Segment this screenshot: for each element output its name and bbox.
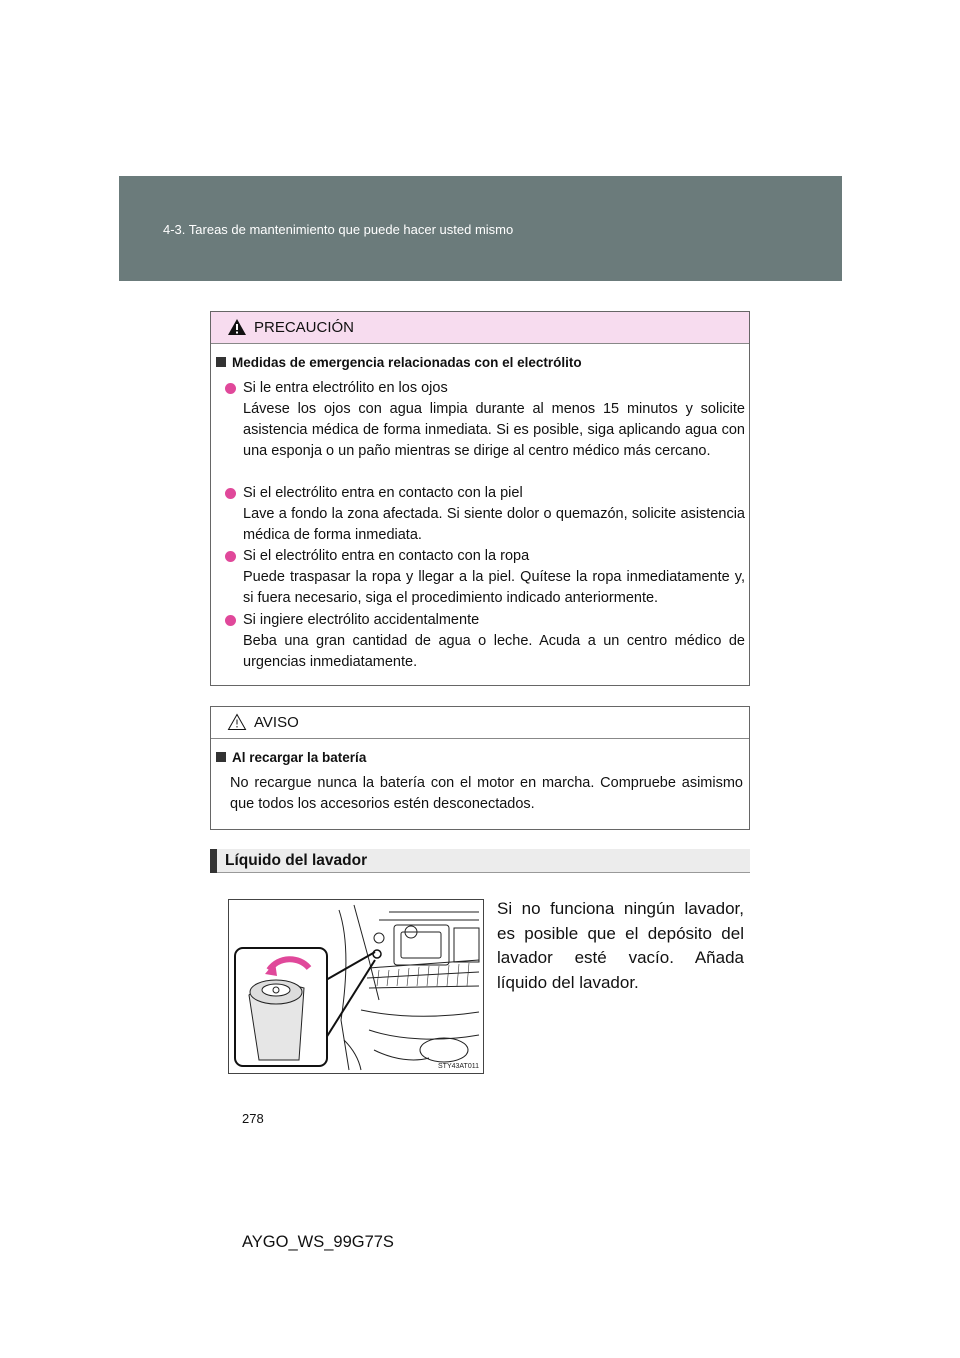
square-bullet-icon (216, 752, 226, 762)
caution-box (210, 311, 750, 686)
caution-item-text: Lávese los ojos con agua limpia durante al menos 15 minutos y solicite asistencia médica de forma inmediata. Si es posible, siga aplicando agua con una esponja o un paño mientras se dirige al centro médico más cercano. (243, 401, 745, 459)
caution-header (211, 312, 749, 344)
chapter-header (119, 176, 842, 281)
bullet-icon (225, 383, 236, 394)
caution-item-text: Puede traspasar la ropa y llegar a la piel. Quítese la ropa inmediatamente y, si fuera necesario, siga el procedimiento indicado anteriormente. (243, 569, 745, 606)
notice-text: No recargue nunca la batería con el motor en marcha. Compruebe asimismo que todos los accesorios estén desconectados. (230, 775, 743, 812)
caution-item-heading: Si el electrólito entra en contacto con la piel (243, 485, 523, 501)
caution-item-heading: Si le entra electrólito en los ojos (243, 380, 448, 396)
warning-icon (227, 318, 247, 336)
caution-item (225, 610, 745, 673)
washer-fluid-illustration (229, 900, 483, 1073)
document-code: AYGO_WS_99G77S (242, 1233, 394, 1251)
figure-code: STY43AT011 (438, 1063, 479, 1070)
section-title: Líquido del lavador (225, 852, 368, 869)
notice-header (211, 707, 749, 739)
bullet-icon (225, 551, 236, 562)
caution-label: PRECAUCIÓN (254, 319, 355, 336)
square-bullet-icon (216, 357, 226, 367)
bullet-icon (225, 615, 236, 626)
washer-figure (228, 899, 484, 1074)
caution-item (225, 378, 745, 462)
chapter-title: 4-3. Tareas de mantenimiento que puede hacer usted mismo (163, 222, 514, 237)
washer-description: Si no funciona ningún lavador, es posible que el depósito del lavador esté vacío. Añada líquido del lavador. (497, 899, 744, 992)
section-header (210, 849, 750, 873)
caution-item (225, 483, 745, 546)
bullet-icon (225, 488, 236, 499)
notice-triangle-icon (227, 713, 247, 731)
caution-item (225, 546, 745, 609)
caution-item-text: Beba una gran cantidad de agua o leche. Acuda a un centro médico de urgencias inmediatamente. (243, 633, 745, 670)
notice-section-title: Al recargar la batería (216, 750, 366, 765)
notice-box (210, 706, 750, 830)
notice-label: AVISO (254, 714, 299, 731)
section-accent (210, 849, 217, 873)
caution-item-heading: Si el electrólito entra en contacto con la ropa (243, 548, 530, 564)
caution-item-heading: Si ingiere electrólito accidentalmente (243, 612, 480, 628)
caution-item-text: Lave a fondo la zona afectada. Si siente dolor o quemazón, solicite asistencia médica de forma inmediata. (243, 506, 745, 543)
page-number: 278 (242, 1111, 264, 1126)
caution-section-title: Medidas de emergencia relacionadas con el electrólito (216, 355, 582, 370)
